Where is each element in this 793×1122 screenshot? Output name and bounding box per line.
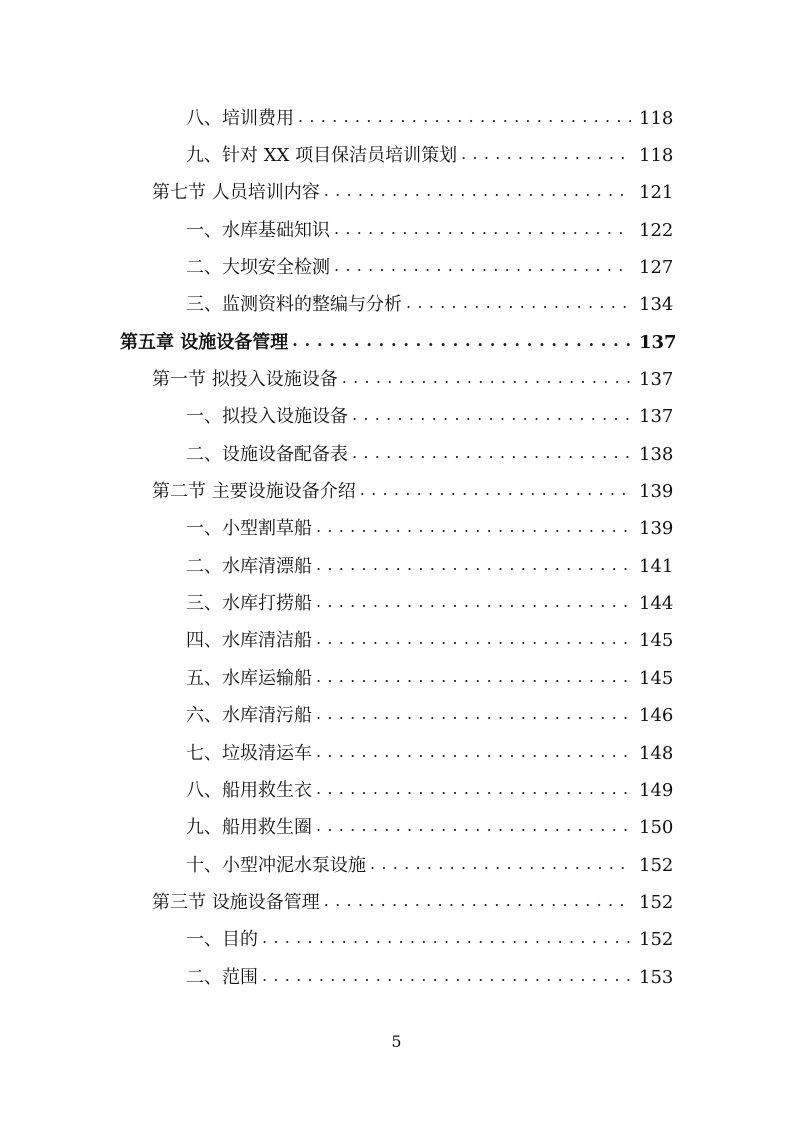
toc-entry-page: 137 [639,369,674,391]
toc-dot-leader [352,446,631,464]
toc-entry-label: 第七节 人员培训内容 [152,184,324,202]
toc-entry-label: 第三节 设施设备管理 [152,894,324,912]
toc-dot-leader [262,931,631,949]
toc-entry-page: 122 [639,219,674,241]
toc-dot-leader [352,408,631,426]
toc-entry[interactable] [0,922,793,959]
toc-dot-leader [316,782,631,800]
toc-dot-leader [262,969,631,987]
toc-entry[interactable] [0,249,793,286]
toc-entry-label: 八、培训费用 [186,110,298,128]
toc-dot-leader [316,745,631,763]
toc-dot-leader [316,558,631,576]
toc-entry[interactable] [0,735,793,772]
toc-dot-leader [334,259,631,277]
toc-entry-label: 三、监测资料的整编与分析 [186,296,406,314]
toc-entry-page: 121 [639,182,674,204]
toc-entry-label: 四、水库清洁船 [186,632,316,650]
toc-entry[interactable] [0,511,793,548]
toc-entry-page: 149 [639,779,674,801]
toc-section-entry[interactable] [0,361,793,398]
toc-entry-page: 141 [639,555,674,577]
toc-entry[interactable] [0,137,793,174]
toc-chapter-entry[interactable] [0,324,793,361]
toc-entry-label: 二、设施设备配备表 [186,446,352,464]
toc-entry-label: 九、船用救生圈 [186,819,316,837]
toc-entry-label: 六、水库清污船 [186,707,316,725]
toc-dot-leader [360,483,631,501]
toc-dot-leader [292,334,631,352]
toc-entry[interactable] [0,660,793,697]
toc-entry-page: 145 [639,630,674,652]
table-of-contents [0,100,793,996]
toc-entry[interactable] [0,772,793,809]
toc-entry-page: 146 [639,705,674,727]
toc-section-entry[interactable] [0,473,793,510]
toc-entry-label: 一、目的 [186,931,262,949]
toc-entry[interactable] [0,698,793,735]
toc-dot-leader [334,222,631,240]
toc-entry-label: 二、范围 [186,969,262,987]
toc-dot-leader [342,371,631,389]
toc-dot-leader [316,819,631,837]
toc-entry-label: 九、针对 XX 项目保洁员培训策划 [186,147,461,165]
toc-entry-label: 七、垃圾清运车 [186,745,316,763]
toc-entry[interactable] [0,548,793,585]
toc-entry-label: 第二节 主要设施设备介绍 [152,483,360,501]
toc-entry-page: 137 [639,331,677,353]
toc-entry[interactable] [0,585,793,622]
toc-entry-label: 三、水库打捞船 [186,595,316,613]
toc-dot-leader [298,110,631,128]
toc-entry-label: 十、小型冲泥水泵设施 [186,857,370,875]
toc-entry-page: 152 [639,929,674,951]
toc-entry[interactable] [0,212,793,249]
toc-entry-page: 118 [639,107,674,129]
toc-entry-label: 一、水库基础知识 [186,222,334,240]
toc-entry-label: 第五章 设施设备管理 [120,334,292,352]
toc-entry-page: 137 [639,406,674,428]
toc-entry-page: 145 [639,667,674,689]
toc-entry-page: 139 [639,481,674,503]
toc-entry-label: 二、水库清漂船 [186,558,316,576]
toc-entry-page: 138 [639,443,674,465]
toc-section-entry[interactable] [0,884,793,921]
toc-dot-leader [316,632,631,650]
toc-entry-page: 148 [639,742,674,764]
toc-entry-page: 152 [639,891,674,913]
toc-entry[interactable] [0,436,793,473]
toc-entry-page: 127 [639,257,674,279]
toc-dot-leader [316,520,631,538]
toc-entry[interactable] [0,399,793,436]
page-number: 5 [391,1032,402,1051]
toc-entry-page: 134 [639,294,674,316]
toc-entry-page: 139 [639,518,674,540]
toc-dot-leader [324,894,631,912]
toc-entry-page: 153 [639,966,674,988]
toc-entry[interactable] [0,959,793,996]
toc-entry[interactable] [0,810,793,847]
toc-entry-label: 二、大坝安全检测 [186,259,334,277]
toc-entry[interactable] [0,100,793,137]
toc-dot-leader [316,707,631,725]
toc-dot-leader [406,296,631,314]
toc-entry-label: 一、拟投入设施设备 [186,408,352,426]
toc-entry[interactable] [0,287,793,324]
toc-dot-leader [316,595,631,613]
toc-dot-leader [324,184,631,202]
toc-entry-page: 118 [639,145,674,167]
toc-dot-leader [370,857,631,875]
toc-entry-label: 八、船用救生衣 [186,782,316,800]
toc-dot-leader [316,670,631,688]
toc-entry-label: 第一节 拟投入设施设备 [152,371,342,389]
toc-entry-page: 144 [639,593,674,615]
toc-entry[interactable] [0,847,793,884]
toc-entry-page: 152 [639,854,674,876]
toc-entry-label: 一、小型割草船 [186,520,316,538]
toc-entry[interactable] [0,623,793,660]
toc-section-entry[interactable] [0,175,793,212]
toc-entry-label: 五、水库运输船 [186,670,316,688]
toc-dot-leader [461,147,631,165]
toc-entry-page: 150 [639,817,674,839]
